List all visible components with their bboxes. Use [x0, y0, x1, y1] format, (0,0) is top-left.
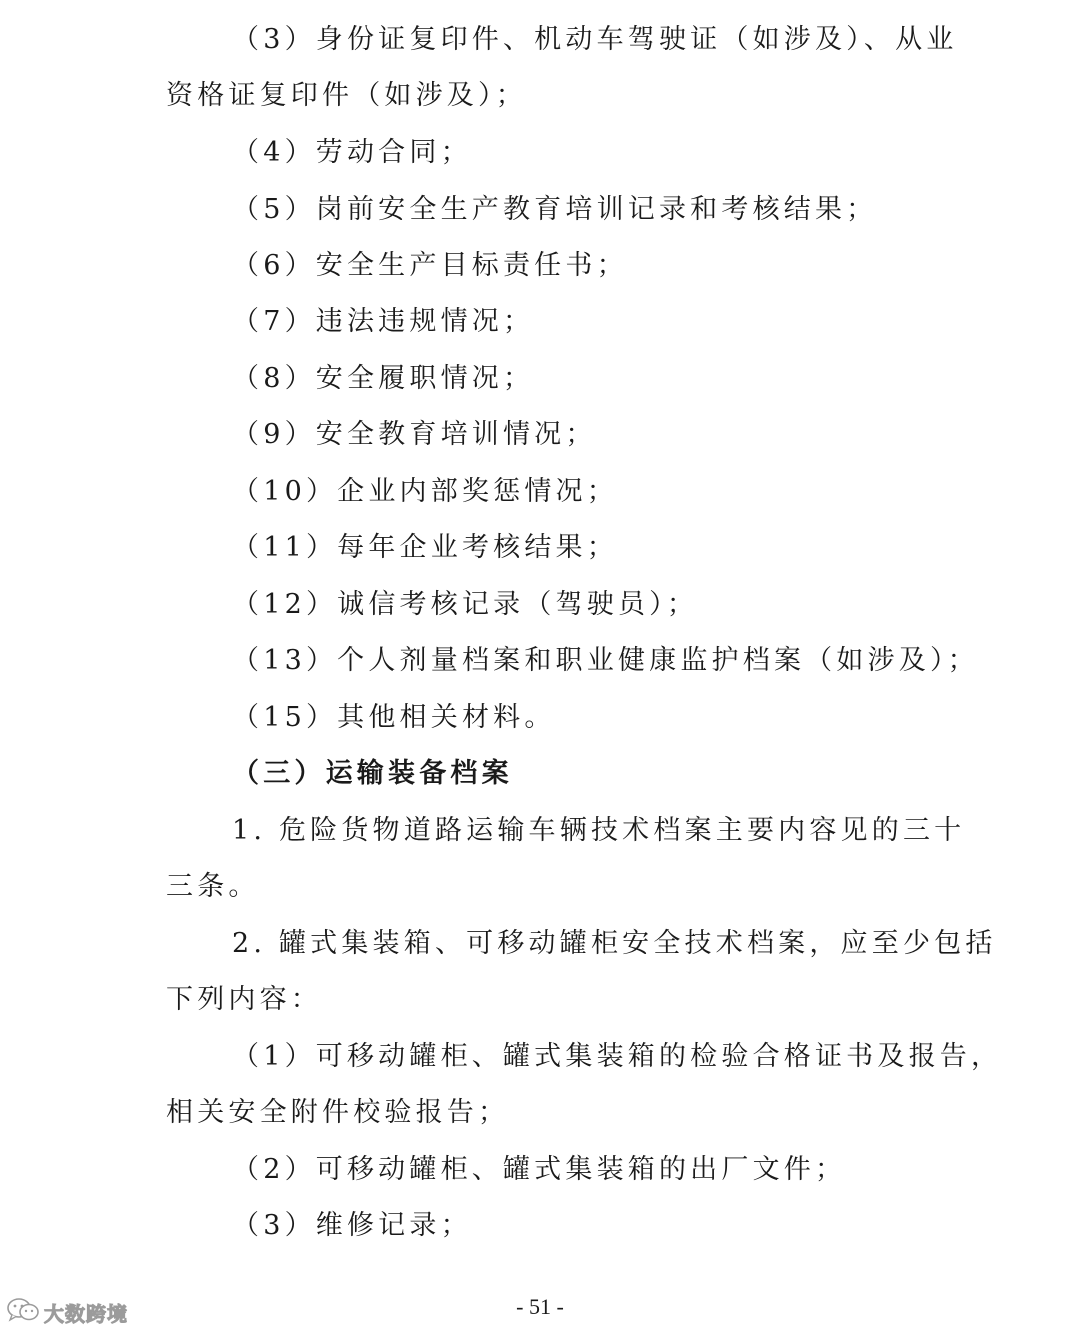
sub-item-1-continuation: 相关安全附件校验报告；	[166, 1097, 510, 1128]
list-item-10: （10）企业内部奖惩情况；	[232, 476, 618, 507]
sub-item-2: （2）可移动罐柜、罐式集装箱的出厂文件；	[232, 1154, 847, 1185]
list-item-9: （9）安全教育培训情况；	[232, 419, 597, 450]
paragraph-2: 2. 罐式集装箱、可移动罐柜安全技术档案，应至少包括	[232, 928, 997, 959]
section-heading: （三）运输装备档案	[232, 758, 513, 789]
list-item-8: （8）安全履职情况；	[232, 363, 535, 394]
sub-item-1: （1）可移动罐柜、罐式集装箱的检验合格证书及报告，	[232, 1041, 1003, 1072]
list-item-3-continuation: 资格证复印件（如涉及）；	[166, 80, 527, 111]
list-item-3: （3）身份证复印件、机动车驾驶证（如涉及）、从业	[232, 24, 958, 55]
list-item-7: （7）违法违规情况；	[232, 306, 535, 337]
page-number: - 51 -	[516, 1294, 564, 1319]
list-item-5: （5）岗前安全生产教育培训记录和考核结果；	[232, 194, 878, 225]
list-item-12: （12）诚信考核记录（驾驶员）；	[232, 589, 699, 620]
paragraph-1-continuation: 三条。	[166, 871, 260, 902]
list-item-6: （6）安全生产目标责任书；	[232, 250, 628, 281]
list-item-4: （4）劳动合同；	[232, 137, 472, 168]
watermark	[6, 1297, 128, 1327]
paragraph-2-continuation: 下列内容：	[166, 984, 322, 1015]
paragraph-1: 1. 危险货物道路运输车辆技术档案主要内容见的三十	[232, 815, 966, 846]
sub-item-3: （3）维修记录；	[232, 1210, 472, 1241]
list-item-11: （11）每年企业考核结果；	[232, 532, 618, 563]
list-item-15: （15）其他相关材料。	[232, 702, 556, 733]
watermark-text: 大数跨境	[44, 1301, 128, 1326]
list-item-13: （13）个人剂量档案和职业健康监护档案（如涉及）；	[232, 645, 979, 676]
wechat-logo-icon	[6, 1297, 40, 1327]
